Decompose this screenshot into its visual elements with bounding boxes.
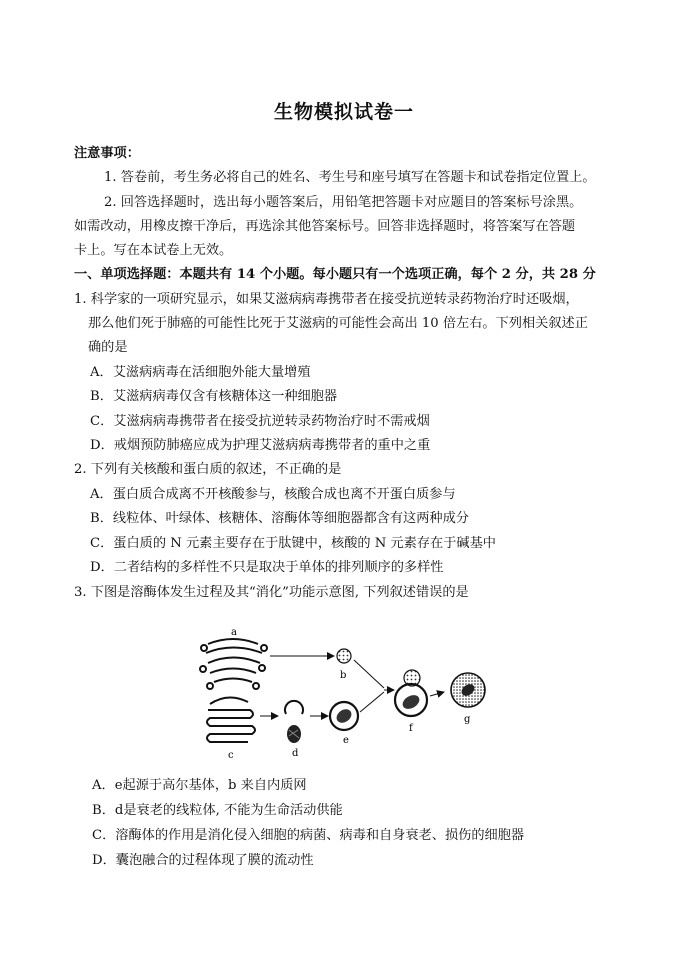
notice-item-1: 1. 答卷前，考生务必将自己的姓名、考生号和座号填写在答题卡和试卷指定位置上。 xyxy=(104,170,596,185)
vesicle-b xyxy=(337,649,351,663)
question-1-line-3: 确的是 xyxy=(88,340,128,355)
lysosome-diagram xyxy=(198,626,508,766)
question-1-option-b: B．艾滋病病毒仅含有核糖体这一种细胞器 xyxy=(90,389,338,404)
question-1-line-1: 1. 科学家的一项研究显示，如果艾滋病病毒携带者在接受抗逆转录药物治疗时还吸烟， xyxy=(74,292,579,307)
notice-item-2-line-2: 如需改动，用橡皮擦干净后，再选涂其他答案标号。回答非选择题时，将答案写在答题 xyxy=(74,219,576,234)
section-heading: 一、单项选择题：本题共有 14 个小题。每小题只有一个选项正确，每个 2 分，共 28 分 xyxy=(74,267,596,282)
forming-membrane xyxy=(285,701,303,714)
question-1-option-a: A．艾滋病病毒在活细胞外能大量增殖 xyxy=(90,365,311,380)
question-3-line-1: 3. 下图是溶酶体发生过程及其“消化”功能示意图, 下列叙述错误的是 xyxy=(74,585,469,600)
figure-label-d: d xyxy=(292,748,299,759)
notice-item-2-line-1: 2. 回答选择题时，选出每小题答案后，用铅笔把答题卡对应题目的答案标号涂黑。 xyxy=(104,195,583,210)
figure-label-a: a xyxy=(231,627,237,638)
question-3-option-a: A．e起源于高尔基体，b 来自内质网 xyxy=(92,778,307,793)
question-2-option-b: B．线粒体、叶绿体、核糖体、溶酶体等细胞器都含有这两种成分 xyxy=(90,511,469,526)
question-2-option-d: D．二者结构的多样性不只是取决于单体的排列顺序的多样性 xyxy=(90,560,444,575)
figure-label-g: g xyxy=(464,714,471,725)
question-2-option-a: A．蛋白质合成离不开核酸参与，核酸合成也离不开蛋白质参与 xyxy=(90,487,456,502)
question-1-line-2: 那么他们死于肺癌的可能性比死于艾滋病的可能性会高出 10 倍左右。下列相关叙述正 xyxy=(88,316,588,331)
question-3-option-b: B．d是衰老的线粒体, 不能为生命活动供能 xyxy=(92,803,343,818)
question-3-option-c: C．溶酶体的作用是消化侵入细胞的病菌、病毒和自身衰老、损伤的细胞器 xyxy=(92,828,525,843)
endoplasmic-reticulum xyxy=(207,697,255,742)
notice-heading: 注意事项： xyxy=(74,146,140,161)
figure-label-c: c xyxy=(228,750,234,761)
question-2-line-1: 2. 下列有关核酸和蛋白质的叙述，不正确的是 xyxy=(74,462,342,477)
question-2-option-c: C．蛋白质的 N 元素主要存在于肽键中，核酸的 N 元素存在于碱基中 xyxy=(90,536,496,551)
question-3-option-d: D．囊泡融合的过程体现了膜的流动性 xyxy=(92,853,314,868)
question-1-option-d: D．戒烟预防肺癌应成为护理艾滋病病毒携带者的重中之重 xyxy=(90,438,431,453)
golgi-apparatus xyxy=(200,639,267,689)
figure-label-b: b xyxy=(340,670,347,681)
figure-label-f: f xyxy=(409,723,413,734)
page-title: 生物模拟试卷一 xyxy=(273,101,414,123)
question-1-option-c: C．艾滋病病毒携带者在接受抗逆转录药物治疗时不需戒烟 xyxy=(90,414,430,429)
notice-item-2-line-3: 卡上。写在本试卷上无效。 xyxy=(74,243,233,258)
figure-label-e: e xyxy=(343,735,349,746)
